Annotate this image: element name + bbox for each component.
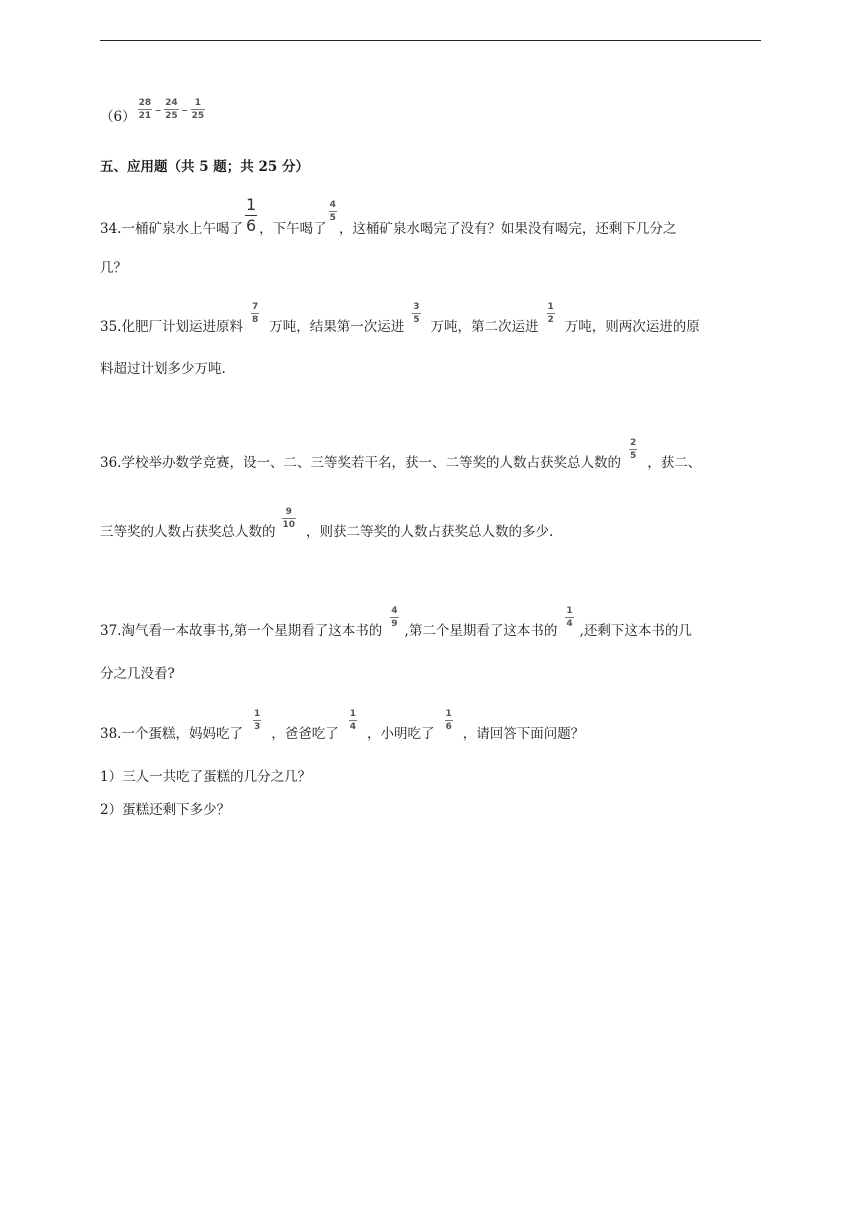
question-35-text: 万吨，第二次运进 — [430, 319, 539, 335]
fraction: $\frac{1}{6}$ — [445, 709, 452, 732]
question-38-text: 38.一个蛋糕，妈妈吃了 — [100, 726, 243, 742]
question-37-line-1 — [100, 606, 692, 639]
question-36-text: 三等奖的人数占获奖总人数的 — [100, 524, 276, 540]
question-38-sub-1: 1）三人一共吃了蛋糕的几分之几？ — [100, 769, 312, 785]
fraction: $\frac{3}{5}$ — [413, 302, 420, 325]
fraction: $\frac{4}{5}$ — [329, 200, 336, 223]
question-36-text: 36.学校举办数学竞赛，设一、二、三等奖若干名，获一、二等奖的人数占获奖总人数的 — [100, 455, 621, 471]
item-6-label: （6） — [100, 109, 136, 125]
question-34-line-2: 几？ — [100, 260, 127, 276]
question-36-text: ，则获二等奖的人数占获奖总人数的多少. — [306, 524, 554, 540]
fraction: $\frac{28}{21}$ — [138, 98, 152, 121]
fraction: $\frac{4}{9}$ — [391, 606, 398, 629]
question-38-text: ，请回答下面问题？ — [462, 726, 585, 742]
question-35-text: 万吨，则两次运进的原 — [564, 319, 700, 335]
question-35-text: 35.化肥厂计划运进原料 — [100, 319, 243, 335]
question-36-line-2 — [100, 507, 554, 540]
fraction: $\frac{1}{2}$ — [547, 302, 554, 325]
section-heading: 五、应用题（共 5 题；共 25 分） — [100, 159, 309, 175]
header-rule — [100, 40, 761, 41]
item-6 — [100, 98, 207, 125]
fraction: $\frac{9}{10}$ — [282, 507, 296, 530]
question-37-line-2: 分之几没看? — [100, 666, 175, 682]
question-38-line-1 — [100, 709, 585, 742]
fraction: $\frac{7}{8}$ — [251, 302, 259, 325]
fraction: $\frac{1}{3}$ — [253, 709, 261, 732]
question-34-text: 34.一桶矿泉水上午喝了 — [100, 221, 243, 237]
question-38-text: ，爸爸吃了 — [271, 726, 339, 742]
question-37-text: 37.淘气看一本故事书,第一个星期看了这本书的 — [100, 623, 383, 639]
question-37-text: ,第二个星期看了这本书的 — [404, 623, 558, 639]
question-36-text: ，获二、 — [647, 455, 702, 471]
question-38-sub-2: 2）蛋糕还剩下多少？ — [100, 802, 231, 818]
question-35-line-1 — [100, 302, 700, 335]
question-34-line-1 — [100, 196, 676, 235]
question-34-text: ，下午喝了 — [259, 221, 327, 237]
fraction: $\frac{1}{4}$ — [349, 709, 357, 732]
question-38-text: ，小明吃了 — [367, 726, 435, 742]
question-37-text: ,还剩下这本书的几 — [579, 623, 692, 639]
question-35-line-2: 料超过计划多少万吨. — [100, 361, 226, 377]
question-34-text: ，这桶矿泉水喝完了没有？如果没有喝完，还剩下几分之 — [338, 221, 677, 237]
fraction: $\frac{1}{25}$ — [191, 98, 205, 121]
fraction: $\frac{24}{25}$ — [165, 98, 178, 121]
minus-sign: – — [155, 102, 162, 117]
question-36-line-1 — [100, 438, 702, 471]
fraction: $\frac{1}{6}$ — [245, 195, 257, 235]
minus-sign: – — [181, 102, 188, 117]
fraction: $\frac{2}{5}$ — [629, 438, 637, 461]
question-35-text: 万吨，结果第一次运进 — [269, 319, 405, 335]
fraction: $\frac{1}{4}$ — [566, 606, 573, 629]
